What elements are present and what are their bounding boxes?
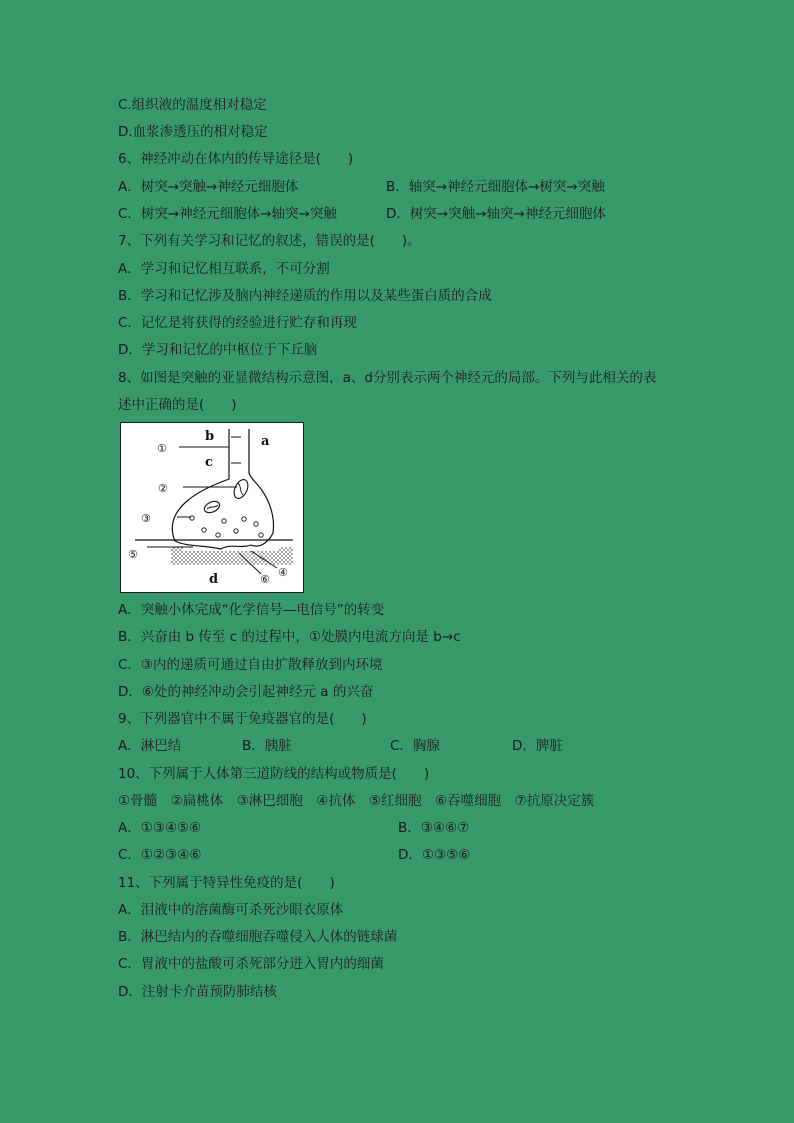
q8-option-c: C．③内的递质可通过自由扩散释放到内环境 <box>118 657 383 673</box>
label-6: ⑥ <box>260 573 270 586</box>
q9-option-b: B．胰脏 <box>242 738 292 754</box>
q5-option-d: D.血浆渗透压的相对稳定 <box>118 124 268 140</box>
synapse-diagram <box>120 422 304 593</box>
q9-option-c: C．胸腺 <box>390 738 440 754</box>
q8-option-a: A．突触小体完成“化学信号—电信号”的转变 <box>118 602 385 618</box>
q6-option-a: A．树突→突触→神经元细胞体 <box>118 179 299 195</box>
q10-items: ①骨髓 ②扁桃体 ③淋巴细胞 ④抗体 ⑤红细胞 ⑥吞噬细胞 ⑦抗原决定簇 <box>118 793 595 809</box>
label-d: d <box>209 572 219 587</box>
q9-option-a: A．淋巴结 <box>118 738 182 754</box>
q11-option-c: C．胃液中的盐酸可杀死部分进入胃内的细菌 <box>118 956 384 972</box>
mitochondrion-1 <box>231 477 250 500</box>
q8-stem-line1: 8、如图是突触的亚显微结构示意图，a、d分别表示两个神经元的局部。下列与此相关的表 <box>118 370 657 386</box>
q10-option-c: C．①②③④⑥ <box>118 847 202 863</box>
q6-stem: 6、神经冲动在体内的传导途径是( ) <box>118 151 354 167</box>
q5-option-c: C.组织液的温度相对稳定 <box>118 97 267 113</box>
q7-stem: 7、下列有关学习和记忆的叙述，错误的是( )。 <box>118 233 421 249</box>
label-c: c <box>205 455 213 470</box>
q8-stem-line2: 述中正确的是( ) <box>118 397 237 413</box>
q8-option-d: D．⑥处的神经冲动会引起神经元 a 的兴奋 <box>118 684 374 700</box>
q10-option-a: A．①③④⑤⑥ <box>118 820 202 836</box>
label-a: a <box>261 434 270 449</box>
q6-option-c: C．树突→神经元细胞体→轴突→突触 <box>118 206 337 222</box>
q7-option-c: C．记忆是将获得的经验进行贮存和再现 <box>118 315 357 331</box>
q10-stem: 10、下列属于人体第三道防线的结构或物质是( ) <box>118 766 430 782</box>
q11-option-b: B．淋巴结内的吞噬细胞吞噬侵入人体的链球菌 <box>118 929 398 945</box>
q6-option-b: B．轴突→神经元细胞体→树突→突触 <box>386 179 605 195</box>
q10-option-d: D．①③⑤⑥ <box>398 847 471 863</box>
q8-option-b: B．兴奋由 b 传至 c 的过程中，①处膜内电流方向是 b→c <box>118 629 461 645</box>
label-5: ⑤ <box>128 548 138 561</box>
q6-option-d: D．树突→突触→轴突→神经元细胞体 <box>386 206 606 222</box>
q11-option-a: A．泪液中的溶菌酶可杀死沙眼衣原体 <box>118 902 344 918</box>
q11-option-d: D．注射卡介苗预防肺结核 <box>118 984 277 1000</box>
q7-option-a: A．学习和记忆相互联系，不可分割 <box>118 261 330 277</box>
synaptic-vesicles <box>190 516 263 537</box>
label-2: ② <box>158 482 168 495</box>
q9-stem: 9、下列器官中不属于免疫器官的是( ) <box>118 711 367 727</box>
q9-option-d: D．脾脏 <box>512 738 563 754</box>
q10-option-b: B．③④⑥⑦ <box>398 820 470 836</box>
label-4: ④ <box>278 566 288 579</box>
label-b: b <box>205 429 215 444</box>
label-3: ③ <box>141 512 151 525</box>
q7-option-d: D．学习和记忆的中枢位于下丘脑 <box>118 342 318 358</box>
synapse-diagram-svg <box>121 423 303 592</box>
q7-option-b: B．学习和记忆涉及脑内神经递质的作用以及某些蛋白质的合成 <box>118 288 492 304</box>
q11-stem: 11、下列属于特异性免疫的是( ) <box>118 875 335 891</box>
label-1: ① <box>157 442 167 455</box>
